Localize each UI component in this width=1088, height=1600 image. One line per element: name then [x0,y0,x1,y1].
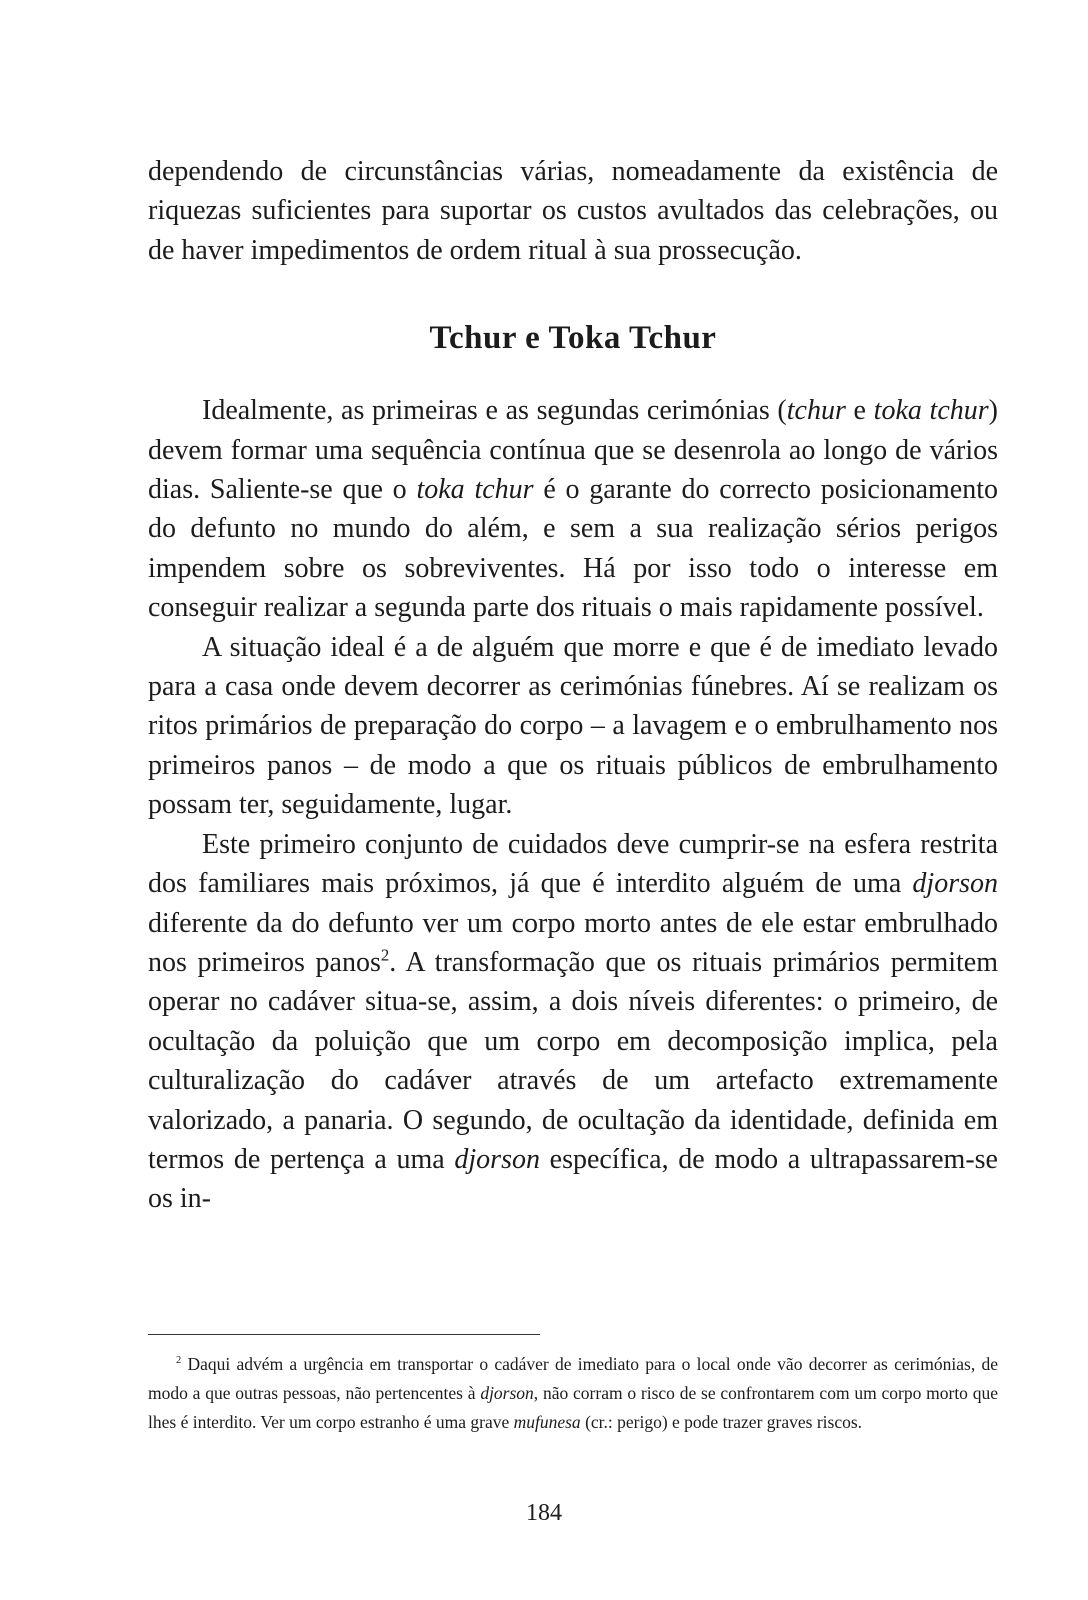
page-body [148,152,998,1219]
footnote-divider [148,1334,540,1335]
paragraph-3 [148,825,998,1219]
paragraph-2: A situação ideal é a de alguém que morre e que é de imediato levado para a casa onde devem decorrer as cerimónias fúnebres. Aí se realizam os ritos primários de preparação do corpo – a lavagem e o embrulhamento nos primeiros panos – de modo a que os rituais públicos de embrulhamento possam ter, seguidamente, lugar. [148,631,998,821]
text-run: é o garante do correcto posicionamento do defunto no mundo do além, e sem a sua realização sérios perigos impendem sobre os sobreviventes. Há por isso todo o interesse em conseguir realizar a segunda parte dos rituais o mais rapidamente possível. [148,474,999,624]
text-run: ) devem formar uma sequência contínua que se desenrola ao longo de vários dias. Saliente-se que o [148,395,998,506]
text-run: e [845,395,874,427]
italic-term: mufunesa [513,1412,581,1432]
paragraph-1 [148,391,998,627]
footnote-reference: 2 [380,945,390,965]
page-number: 184 [526,1500,562,1526]
intro-paragraph: dependendo de circunstâncias várias, nomeadamente da existência de riquezas suficientes para suportar os custos avultados das celebrações, ou de haver impedimentos de ordem ritual à sua prossecução. [148,156,998,266]
italic-term: djorson [912,868,998,900]
italic-term: toka tchur [873,395,989,427]
italic-term: djorson [480,1383,534,1403]
italic-term: tchur [786,395,846,427]
text-run: diferente da do defunto ver um corpo morto antes de ele estar embrulhado nos primeiros panos [148,907,998,978]
text-run: Daqui advém a urgência em transportar o cadáver de imediato para o local onde vão decorrer as cerimónias, de modo a que outras pessoas, não pertencentes à [148,1354,998,1403]
text-run: (cr.: perigo) e pode trazer graves riscos. [580,1412,863,1432]
text-run: Idealmente, as primeiras e as segundas cerimónias ( [202,395,787,427]
footnote-marker: 2 [176,1355,182,1367]
italic-term: toka tchur [416,474,534,506]
text-run: específica, de modo a ultrapassarem-se os in- [148,1143,998,1215]
footnote [148,1350,998,1437]
text-run: Este primeiro conjunto de cuidados deve cumprir-se na esfera restrita dos familiares mais próximos, já que é interdito alguém de uma [148,828,998,900]
text-run: , não corram o risco de se confrontarem com um corpo morto que lhes é interdito. Ver um corpo estranho é uma grave [148,1383,998,1432]
section-heading: Tchur e Toka Tchur [429,320,717,357]
italic-term: djorson [454,1143,540,1175]
text-run: . A transformação que os rituais primários permitem operar no cadáver situa-se, assim, a dois níveis diferentes: o primeiro, de ocultação da poluição que um corpo em decomposição implica, pela culturalização do cadáver através de um artefacto extremamente valorizado, a panaria. O segundo, de ocultação da identidade, definida em termos de pertença a uma [148,946,999,1175]
